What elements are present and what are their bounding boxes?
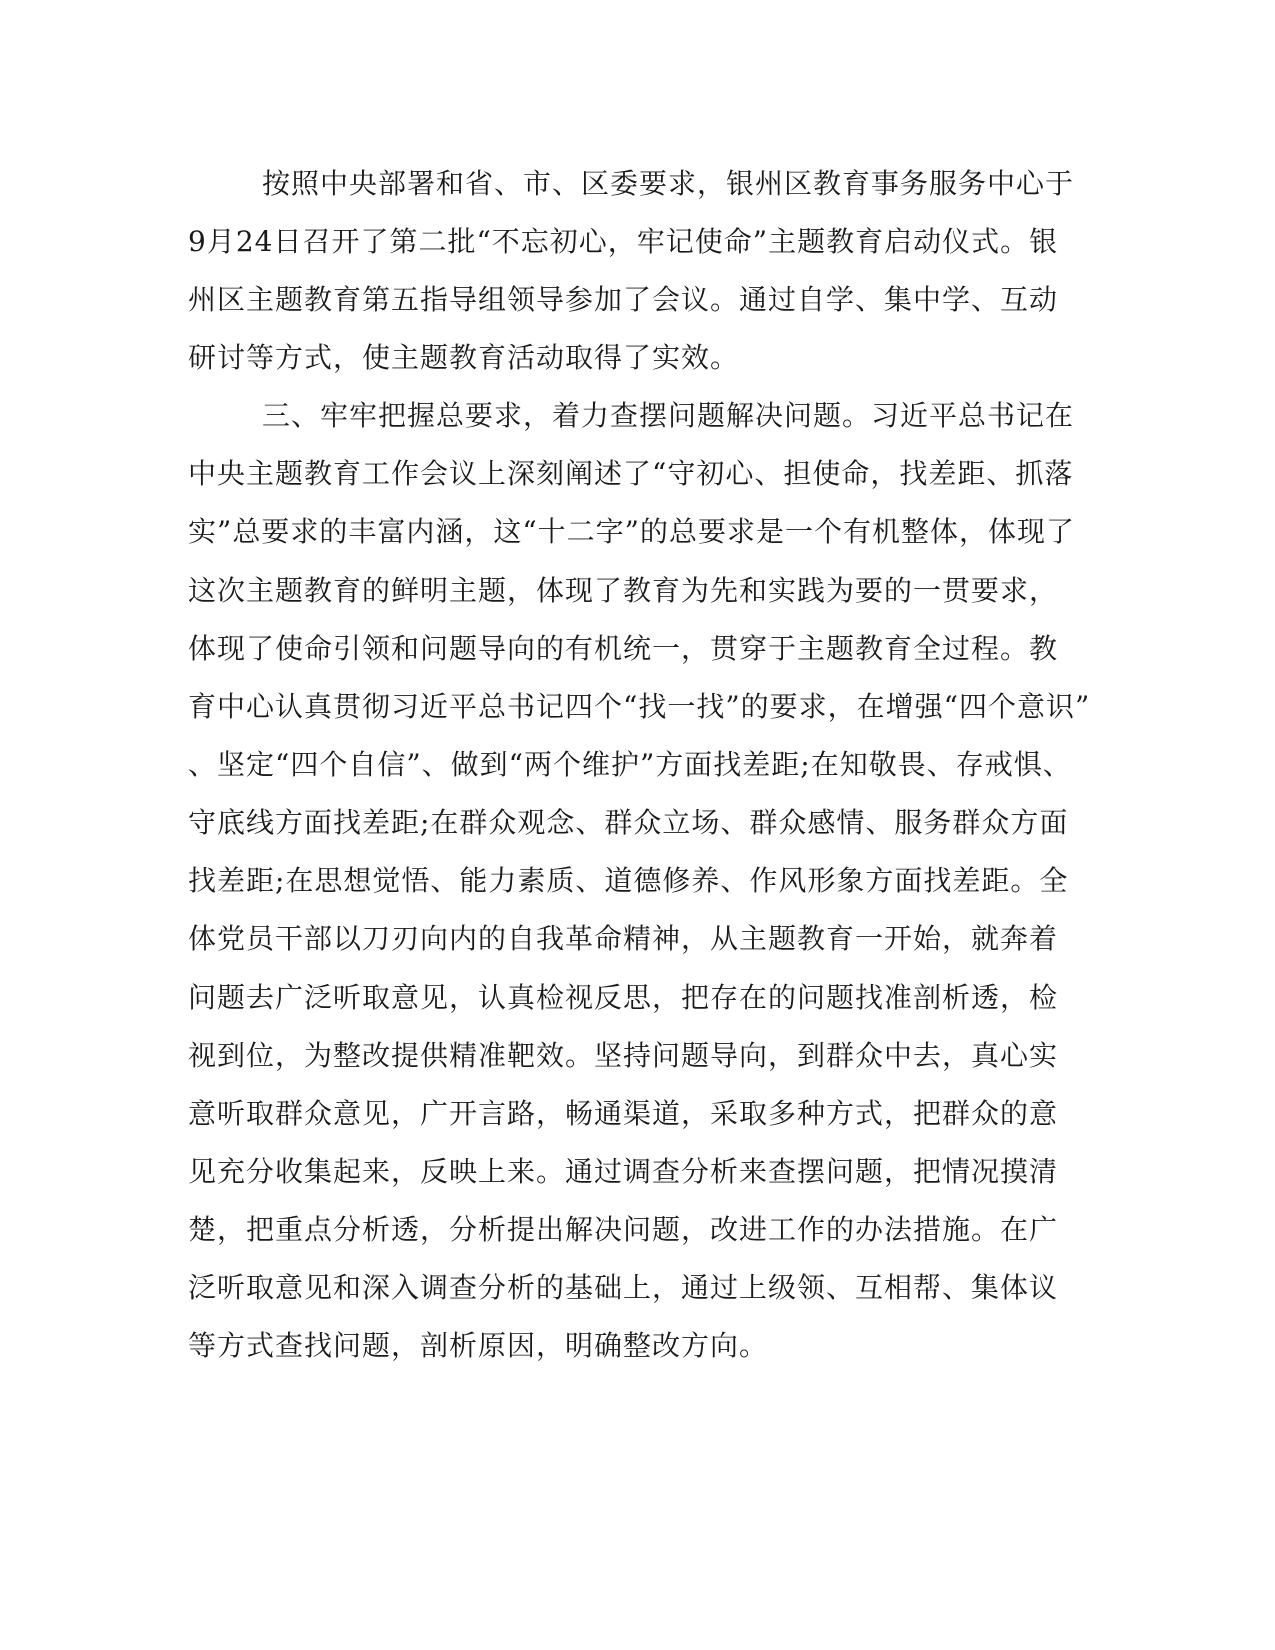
paragraph-2-line-16: 泛听取意见和深入调查分析的基础上，通过上级领、互相帮、集体议 bbox=[188, 1271, 1059, 1304]
paragraph-2-line-10: 体党员干部以刀刃向内的自我革命精神，从主题教育一开始，就奔着 bbox=[188, 922, 1059, 955]
paragraph-1-line-2: 9月24日召开了第二批“不忘初心，牢记使命”主题教育启动仪式。银 bbox=[188, 225, 1059, 258]
paragraph-2-line-13: 意听取群众意见，广开言路，畅通渠道，采取多种方式，把群众的意 bbox=[188, 1097, 1059, 1130]
paragraph-2-line-4: 这次主题教育的鲜明主题，体现了教育为先和实践为要的一贯要求， bbox=[188, 574, 1059, 607]
paragraph-2-line-1: 三、牢牢把握总要求，着力查摆问题解决问题。习近平总书记在 bbox=[262, 399, 1075, 432]
paragraph-2-line-2: 中央主题教育工作会议上深刻阐述了“守初心、担使命，找差距、抓落 bbox=[188, 457, 1074, 490]
paragraph-1-line-3: 州区主题教育第五指导组领导参加了会议。通过自学、集中学、互动 bbox=[188, 283, 1059, 316]
paragraph-2-line-15: 楚，把重点分析透，分析提出解决问题，改进工作的办法措施。在广 bbox=[188, 1213, 1059, 1246]
paragraph-2-line-7: 、坚定“四个自信”、做到“两个维护”方面找差距;在知敬畏、存戒惧、 bbox=[188, 748, 1072, 781]
paragraph-2-line-17: 等方式查找问题，剖析原因，明确整改方向。 bbox=[188, 1329, 769, 1362]
paragraph-2-line-11: 问题去广泛听取意见，认真检视反思，把存在的问题找准剖析透，检 bbox=[188, 981, 1059, 1014]
paragraph-2-line-8: 守底线方面找差距;在群众观念、群众立场、群众感情、服务群众方面 bbox=[188, 806, 1069, 839]
paragraph-2-line-12: 视到位，为整改提供精准靶效。坚持问题导向，到群众中去，真心实 bbox=[188, 1039, 1059, 1072]
paragraph-2-line-6: 育中心认真贯彻习近平总书记四个“找一找”的要求，在增强“四个意识” bbox=[188, 690, 1091, 723]
paragraph-1-line-4: 研讨等方式，使主题教育活动取得了实效。 bbox=[188, 341, 740, 374]
paragraph-1-line-1: 按照中央部署和省、市、区委要求，银州区教育事务服务中心于 bbox=[262, 167, 1075, 200]
paragraph-2-line-14: 见充分收集起来，反映上来。通过调查分析来查摆问题，把情况摸清 bbox=[188, 1155, 1059, 1188]
paragraph-2-line-3: 实”总要求的丰富内涵，这“十二字”的总要求是一个有机整体，体现了 bbox=[188, 515, 1075, 548]
paragraph-2-line-5: 体现了使命引领和问题导向的有机统一，贯穿于主题教育全过程。教 bbox=[188, 632, 1059, 665]
paragraph-2-line-9: 找差距;在思想觉悟、能力素质、道德修养、作风形象方面找差距。全 bbox=[188, 864, 1069, 897]
